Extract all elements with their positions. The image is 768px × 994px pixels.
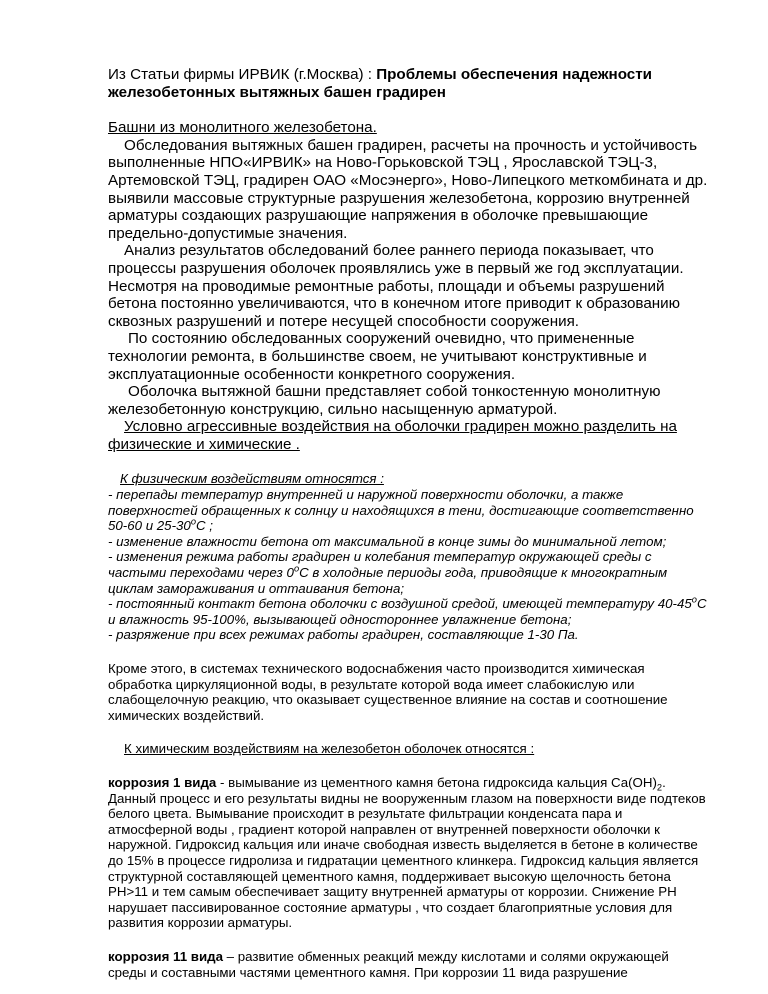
physical-item: - изменения режима работы градирен и колебания температур окружающей среды с частыми переходами через $0^оС$ в холодные периоды года, приводящие к многократным циклам замораживания и оттаивания бетона; [108, 549, 668, 596]
paragraph: Анализ результатов обследований более раннего периода показывает, что процессы разрушения оболочек проявлялись уже в первый же год эксплуатации. Несмотря на проводимые ремонтные работы, площади и объемы разрушений бетона постоянно увеличиваются, что в конечном итоге приводит к образованию сквозных разрушений и потере несущей способности сооружения. [108, 242, 684, 330]
document-header [108, 66, 708, 101]
corrosion-type-1: коррозия 1 вида - вымывание из цементного камня бетона гидроксида кальция $Са(ОН)_2$. Данный процесс и его результаты видны не вооруженным глазом на поверхности виде подтеков белого цвета. Вымывание происходит в результате фильтрации конденсата пара и атмосферной воды , градиент которой направлен от внутренней поверхности оболочки к наружной. Гидроксид кальция или иначе свободная известь выделяется в бетоне в количестве до 15% в процессе гидролиза и гидратации цементного клинкера. Гидроксид кальция является структурной составляющей цементного камня, поддерживает высокую щелочность бетона РН>11 и тем самым обеспечивает защиту внутренней арматуры от коррозии. Снижение РН нарушает пассивированное состояние арматуры , что создает благоприятные условия для развития коррозии арматуры. [108, 774, 706, 931]
corrosion-type-11: коррозия 11 вида – развитие обменных реакций между кислотами и солями окружающей среды и составными частями цементного камня. При коррозии 11 вида разрушение [108, 948, 669, 980]
physical-item: - постоянный контакт бетона оболочки с воздушной средой, имеющей температуру $40-45^оС$ и влажность 95-100%, вызывающей одностороннее увлажнение бетона; [108, 594, 707, 627]
physical-item: - разряжение при всех режимах работы градирен, составляющие 1-30 Па. [108, 627, 579, 643]
paragraph: Оболочка вытяжной башни представляет собой тонкостенную монолитную железобетонную конструкцию, сильно насыщенную арматурой. [108, 383, 661, 418]
paragraph: По состоянию обследованных сооружений очевидно, что примененные технологии ремонта, в большинстве своем, не учитывают конструктивные и эксплуатационные особенности конкретного сооружения. [108, 330, 647, 383]
chemical-heading: К химическим воздействиям на железобетон оболочек относятся : [124, 741, 535, 757]
document-page [108, 66, 708, 980]
paragraph-underlined: Условно агрессивные воздействия на оболочки градирен можно разделить на физические и химические . [108, 418, 677, 453]
corrosion-label: коррозия 1 вида [108, 774, 217, 790]
paragraph: Обследования вытяжных башен градирен, расчеты на прочность и устойчивость выполненные НПО«ИРВИК» на Ново-Горьковской ТЭЦ , Ярославской ТЭЦ-3, Артемовской ТЭЦ, градирен ОАО «Мосэнерго», Ново-Липецкого меткомбината и др. выявили массовые структурные разрушения железобетона, коррозию внутренней арматуры создающих разрушающие напряжения в оболочке превышающие предельно-допустимые значения. [108, 136, 708, 242]
physical-item: - изменение влажности бетона от максимальной в конце зимы до минимальной летом; [108, 533, 667, 549]
document-title: Проблемы обеспечения надежности железобетонных вытяжных башен градирен [108, 66, 653, 101]
physical-item: - перепады температур внутренней и наружной поверхности оболочки, а также поверхностей обращенных к солнцу и находящихся в тени, достигающие соответственно 50-60 и $25-30^оС$ ; [108, 487, 694, 534]
source-line: Из Статьи фирмы ИРВИК (г.Москва) : [108, 66, 377, 83]
physical-heading: К физическим воздействиям относятся : [120, 471, 384, 487]
chemical-intro: Кроме этого, в системах технического водоснабжения часто производится химическая обработка циркуляционной воды, в результате которой вода имеет слабокислую или слабощелочную реакцию, что оказывает существенное влияние на состав и соотношение химических воздействий. [108, 661, 668, 723]
section-heading: Башни из монолитного железобетона. [108, 119, 377, 137]
corrosion-label: коррозия 11 вида [108, 948, 223, 964]
